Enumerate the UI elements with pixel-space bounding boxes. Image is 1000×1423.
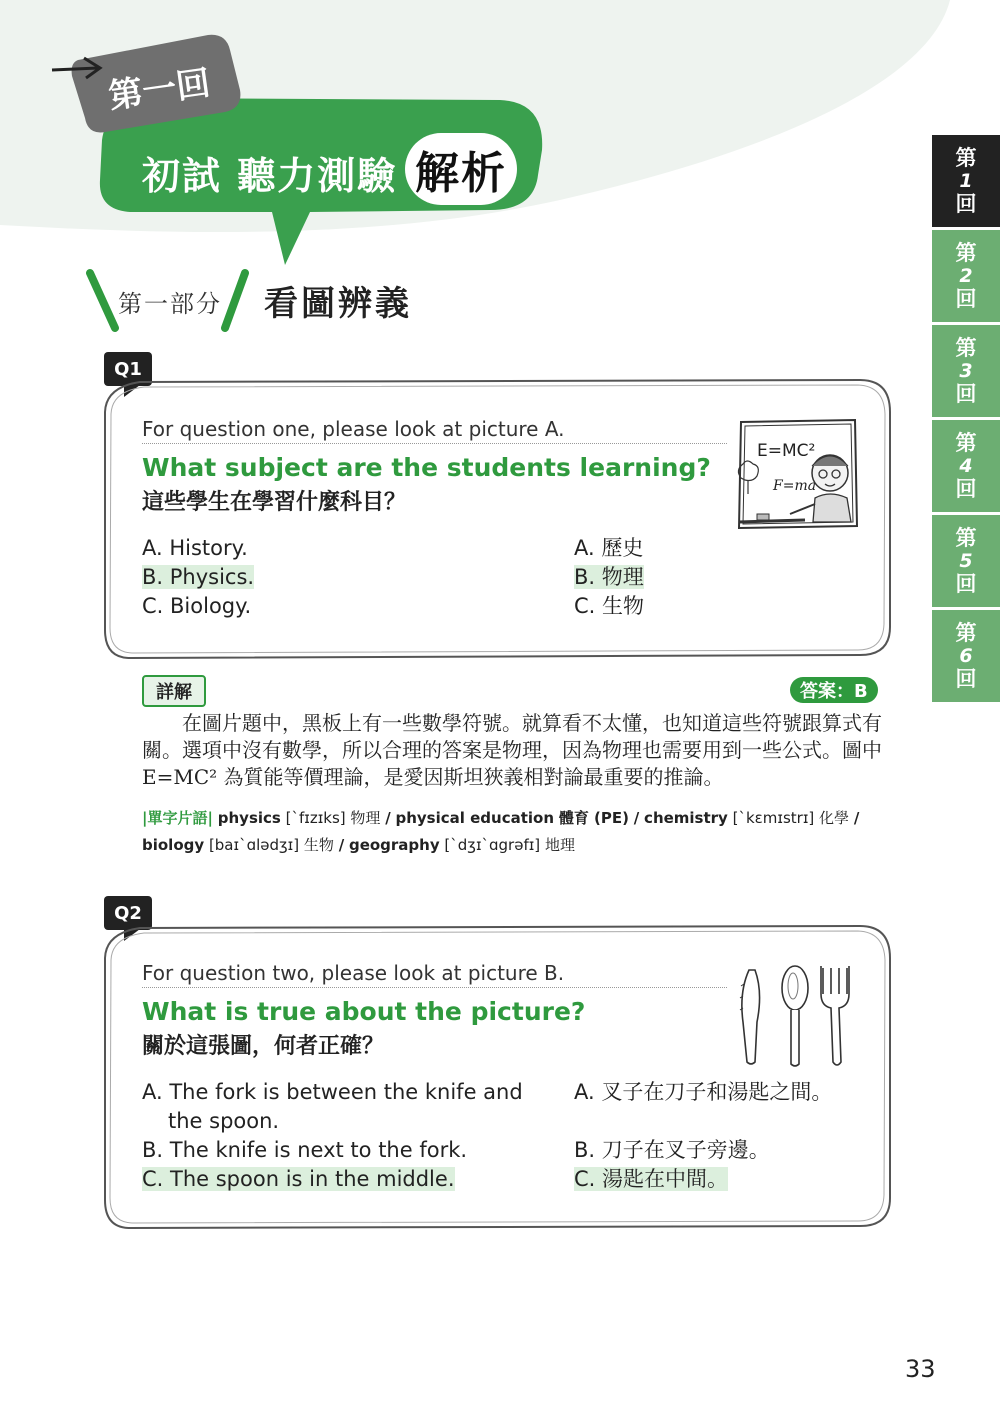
option-a-continued: the spoon. [168,1109,280,1133]
page-title: 初試 聽力測驗 [142,154,398,198]
question-2-options-zh [574,1078,832,1194]
option-b-zh [574,563,644,592]
tab-label-top: 第 [955,240,977,265]
option-a: A. The fork is between the knife and [142,1080,523,1104]
question-1-prompt: For question one, please look at picture A. [142,417,565,441]
tab-label-bottom: 回 [955,571,977,596]
section-title: 看圖辨義 [264,284,412,324]
question-1-options-zh [574,534,644,621]
option-c-zh [574,1165,832,1194]
option-b-zh: B. 刀子在叉子旁邊。 [574,1138,770,1162]
tab-number: 5 [959,549,973,572]
option-a-zh: A. 叉子在刀子和湯匙之間。 [574,1080,833,1104]
vocabulary-list: |單字片語| physics [ˋfɪzɪks] 物理 / physical education 體育 (PE) / chemistry [ˋkɛmɪstrɪ] 化學 / biology [baɪˋɑlədʒɪ] 生物 / geography [ˋdʒɪˋɑgrəfɪ] 地理 [142,809,860,854]
round-label: 第一回 [106,63,213,117]
tab-label-bottom: 回 [955,476,977,501]
tab-label-bottom: 回 [955,666,977,691]
tab-number: 4 [959,454,973,477]
explanation-text [142,710,887,791]
option-b [142,563,254,592]
cutlery-illustration [735,962,855,1072]
vocab-zh: 生物 [303,836,334,854]
option-b-text: B. Physics. [142,565,255,589]
option-c-zh: C. 生物 [574,594,645,618]
tab-round-3[interactable] [932,325,1000,417]
question-1-text-zh: 這些學生在學習什麼科目？ [142,490,407,515]
option-c-zh-text: C. 湯匙在中間。 [574,1167,729,1191]
vocab-word: chemistry [644,809,728,827]
tab-label-top: 第 [955,145,977,170]
tab-number: 2 [959,264,973,287]
question-2-options-en [142,1078,523,1194]
tab-label-bottom: 回 [955,286,977,311]
tab-label-top: 第 [955,430,977,455]
tab-label-top: 第 [955,335,977,360]
question-2-label: Q2 [104,896,152,930]
tab-label-bottom: 回 [955,381,977,406]
question-1-label: Q1 [104,352,152,386]
explanation-body: 在圖片題中，黑板上有一些數學符號。就算看不太懂，也知道這些符號跟算式有關。選項中沒有數學，所以合理的答案是物理，因為物理也需要用到一些公式。圖中 E=MC² 為質能等價理論，是愛因斯坦狹義相對論最重要的推論。 [142,711,882,789]
vocab-word: biology [142,836,205,854]
tab-round-6[interactable] [932,610,1000,702]
question-1-text-en: What subject are the students learning? [142,453,711,482]
vocab-zh: 化學 [819,809,850,827]
tab-number: 3 [959,359,973,382]
option-a: A. History. [142,536,248,560]
tab-round-4[interactable] [932,420,1000,512]
round-tabs [932,135,1000,705]
question-2-text-en: What is true about the picture? [142,997,586,1026]
option-b: B. The knife is next to the fork. [142,1138,468,1162]
formula-fma: F=ma [773,478,817,494]
vocab-word: geography [348,836,440,854]
vocab-tag: |單字片語| [142,809,213,827]
tab-round-2[interactable] [932,230,1000,322]
vocab-word: physics [217,809,281,827]
page-number: 33 [905,1355,936,1383]
tab-label-top: 第 [955,525,977,550]
option-b-zh-text: B. 物理 [574,565,644,589]
option-a-zh: A. 歷史 [574,536,644,560]
answer-badge: 答案：B [790,677,878,703]
tab-round-5[interactable] [932,515,1000,607]
vocab-zh: 體育 (PE) [558,809,629,827]
tab-number: 1 [959,169,973,192]
divider [142,987,727,988]
tab-round-1[interactable] [932,135,1000,227]
spacer [574,1107,832,1136]
section-part-label: 第一部分 [118,290,222,318]
option-c [142,1165,523,1194]
blackboard-teacher-illustration [735,418,860,536]
detail-badge: 詳解 [142,675,206,707]
vocab-ipa: [ˋdʒɪˋɑgrəfɪ] [444,836,541,854]
tab-number: 6 [959,644,973,667]
question-1-options-en [142,534,254,621]
vocab-ipa: [ˋfɪzɪks] [285,809,346,827]
vocab-zh: 地理 [544,836,575,854]
vocab-zh: 物理 [350,809,381,827]
vocab-ipa: [baɪˋɑlədʒɪ] [208,836,300,854]
vocab-word: physical education [395,809,555,827]
option-c-text: C. The spoon is in the middle. [142,1167,455,1191]
question-2-text-zh: 關於這張圖，何者正確？ [142,1034,385,1059]
tab-label-top: 第 [955,620,977,645]
vocab-ipa: [ˋkɛmɪstrɪ] [732,809,815,827]
formula-emc2: E=MC² [757,441,816,461]
page-title-highlight: 解析 [405,133,517,205]
divider [142,443,727,444]
option-c: C. Biology. [142,594,252,618]
tab-label-bottom: 回 [955,191,977,216]
question-2-prompt: For question two, please look at picture B. [142,961,565,985]
